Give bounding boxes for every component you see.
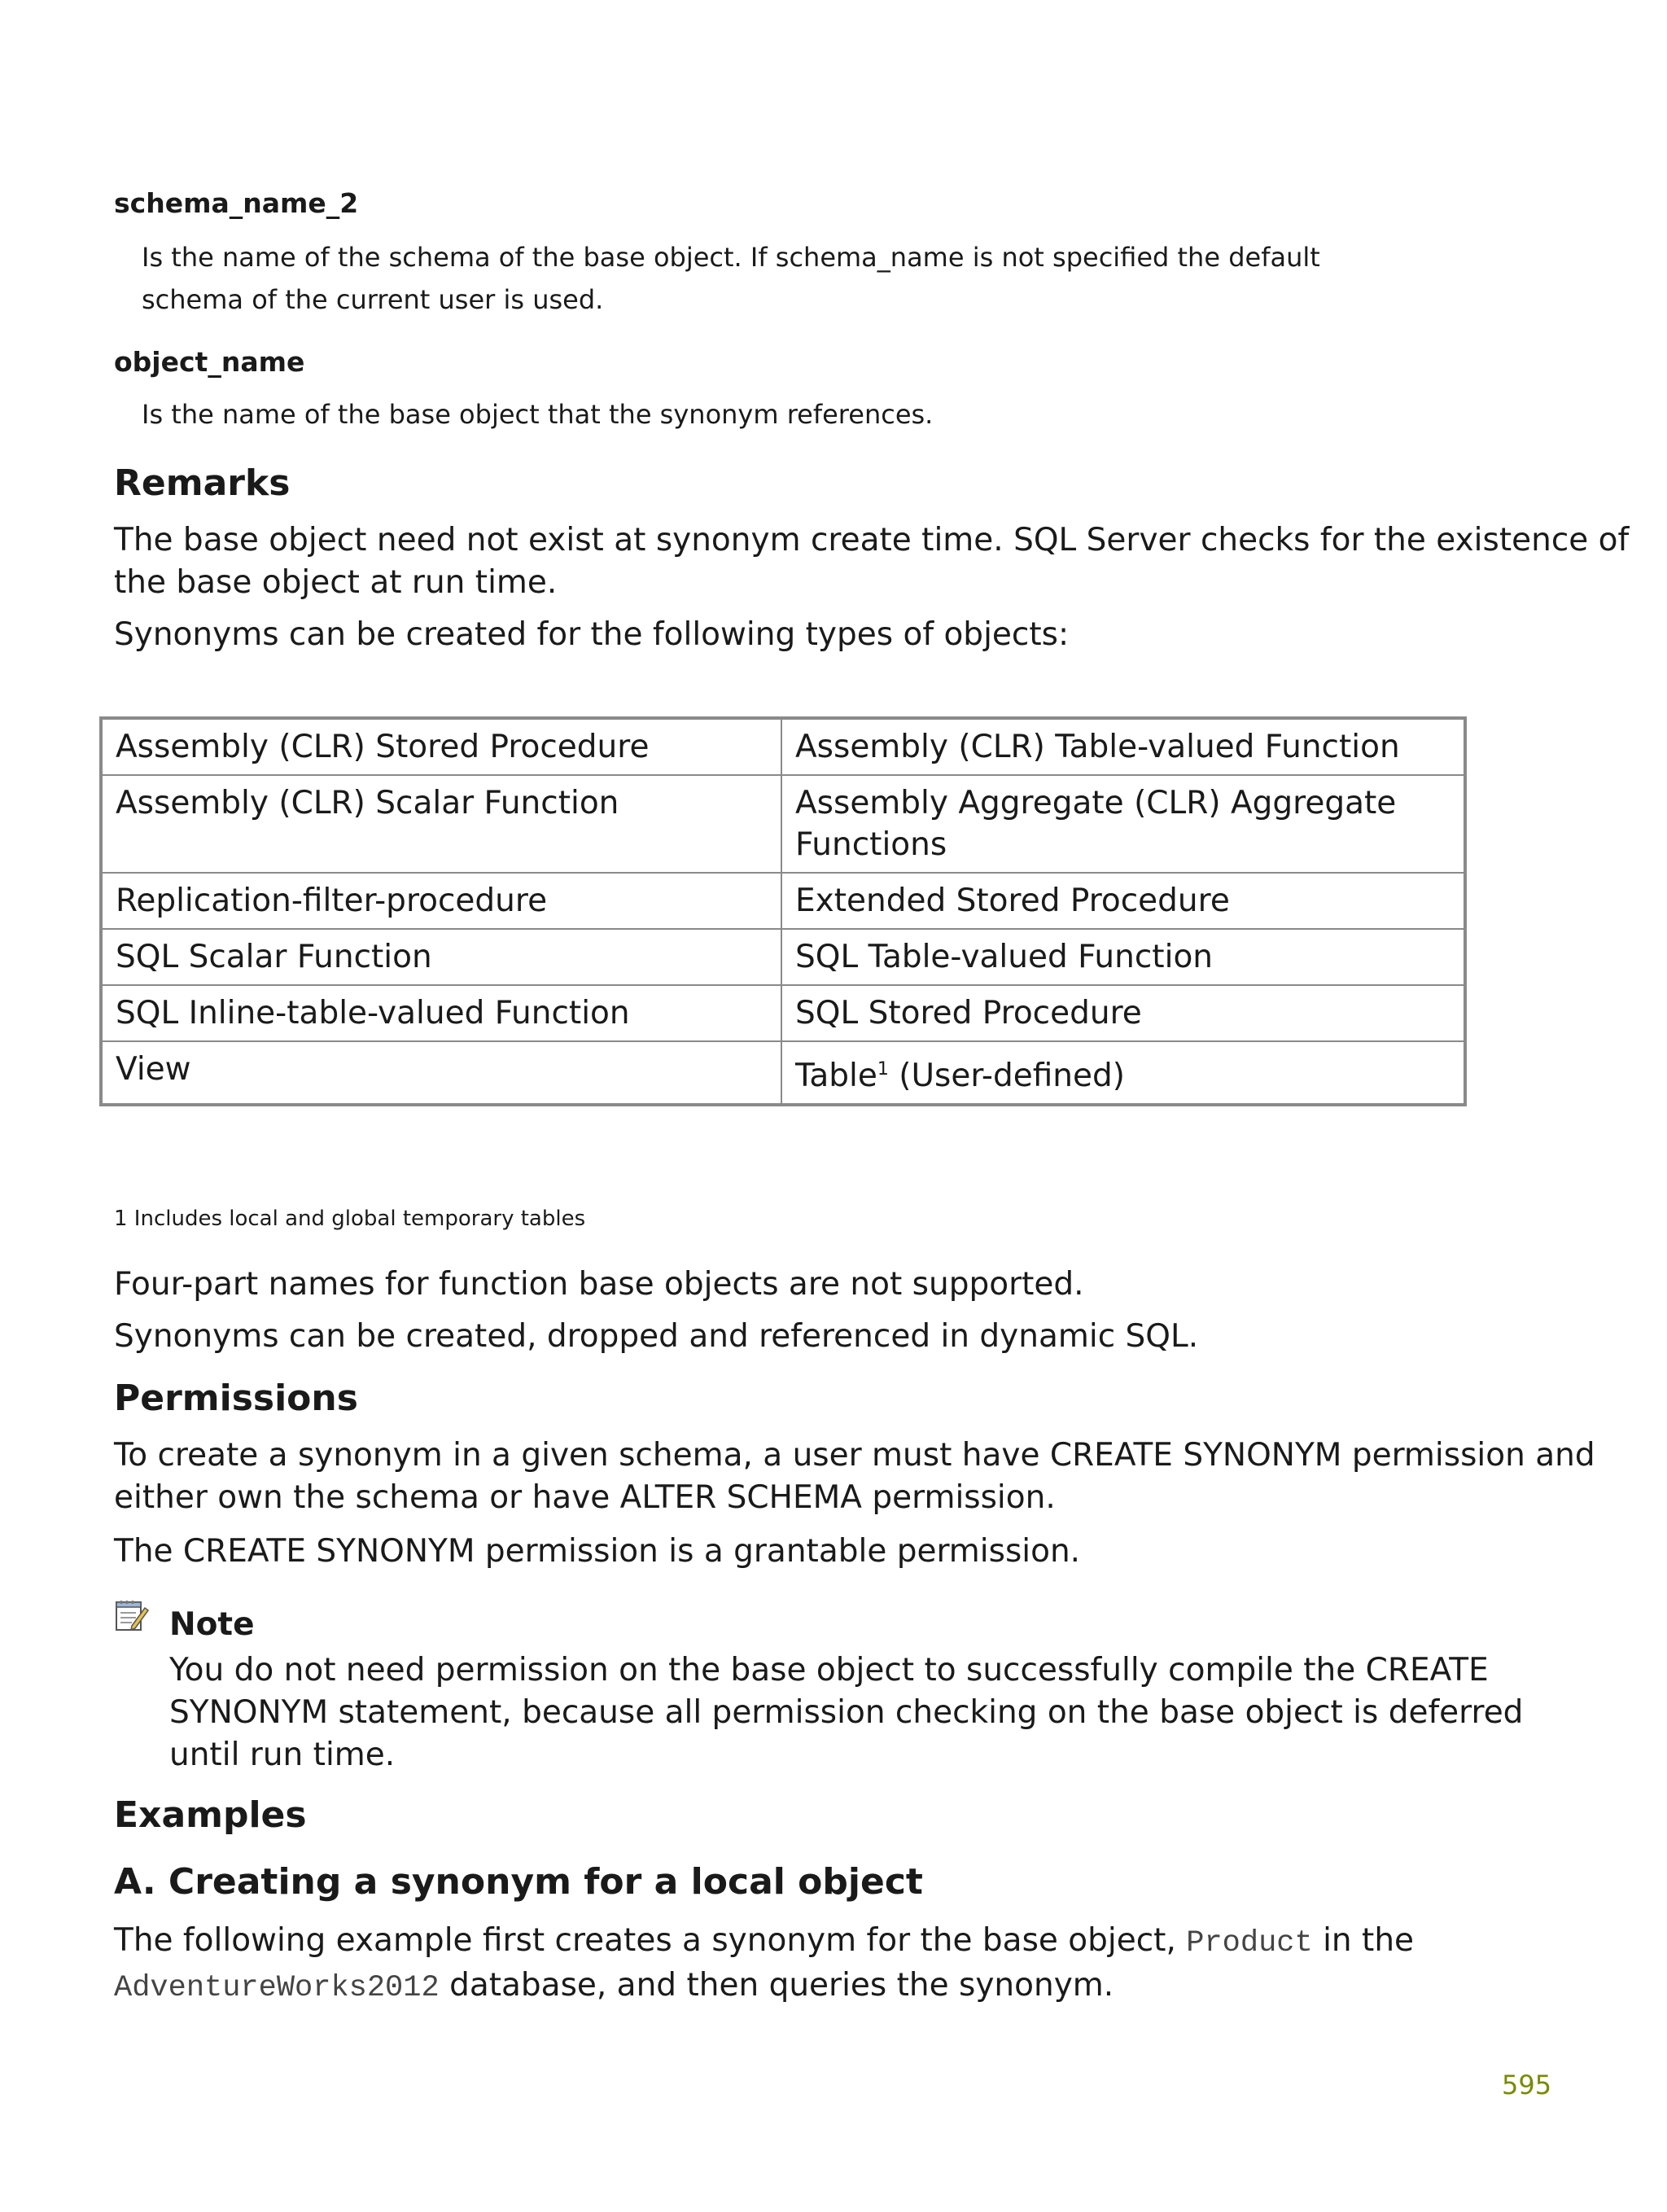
table-cell: SQL Inline-table-valued Function	[101, 985, 781, 1041]
table-cell: SQL Scalar Function	[101, 929, 781, 985]
example-line-2	[114, 1965, 1579, 2009]
table-cell: SQL Table-valued Function	[781, 929, 1465, 985]
table-cell-text: (User-defined)	[888, 1058, 1125, 1094]
param-name-object-name: object_name	[114, 346, 305, 378]
param-desc-line: Is the name of the schema of the base object. If schema_name is not specified the default	[142, 242, 1320, 273]
remarks-heading: Remarks	[114, 462, 291, 504]
table-row	[101, 985, 1465, 1041]
note-title: Note	[169, 1606, 255, 1643]
table-cell: Assembly Aggregate (CLR) Aggregate Functions	[781, 775, 1465, 873]
dynamic-sql-text: Synonyms can be created, dropped and referenced in dynamic SQL.	[114, 1318, 1199, 1355]
code-adventureworks: AdventureWorks2012	[114, 1971, 440, 2005]
remarks-paragraph-1	[114, 519, 1629, 604]
table-cell-text: Table	[795, 1058, 877, 1094]
remarks-paragraph-2: Synonyms can be created for the following types of objects:	[114, 616, 1070, 653]
remarks-line: the base object at run time.	[114, 564, 558, 601]
param-desc-object-name: Is the name of the base object that the synonym references.	[142, 399, 934, 430]
table-cell: Assembly (CLR) Table-valued Function	[781, 718, 1465, 775]
table-cell: Extended Stored Procedure	[781, 873, 1465, 929]
remarks-line: The base object need not exist at synonym create time. SQL Server checks for the existence of	[114, 522, 1630, 558]
param-desc-schema-name-2	[142, 236, 1320, 321]
examples-heading: Examples	[114, 1794, 307, 1836]
table-row	[101, 775, 1465, 873]
permissions-paragraph-1	[114, 1435, 1595, 1519]
permissions-line: To create a synonym in a given schema, a user must have CREATE SYNONYM permission and	[114, 1437, 1595, 1474]
table-cell: Assembly (CLR) Stored Procedure	[101, 718, 781, 775]
note-icon	[114, 1598, 150, 1636]
note-line: until run time.	[169, 1737, 396, 1773]
table-cell	[781, 1041, 1465, 1105]
param-desc-line: schema of the current user is used.	[142, 284, 604, 315]
code-product: Product	[1186, 1926, 1313, 1960]
table-cell: View	[101, 1041, 781, 1105]
example-text: in the	[1312, 1922, 1415, 1959]
example-a-description	[114, 1920, 1579, 2009]
permissions-line: either own the schema or have ALTER SCHEMA permission.	[114, 1479, 1056, 1516]
object-types-table	[99, 716, 1467, 1106]
permissions-paragraph-2: The CREATE SYNONYM permission is a grantable permission.	[114, 1533, 1081, 1570]
note-line: SYNONYM statement, because all permission checking on the base object is deferred	[169, 1694, 1524, 1731]
example-a-heading: A. Creating a synonym for a local object	[114, 1861, 923, 1903]
table-footnote: 1 Includes local and global temporary tables	[114, 1207, 586, 1231]
table-row	[101, 718, 1465, 775]
note-line: You do not need permission on the base object to successfully compile the CREATE	[169, 1652, 1489, 1689]
footnote-marker: 1	[877, 1059, 889, 1080]
note-body	[169, 1649, 1523, 1776]
table-row	[101, 873, 1465, 929]
table-cell: SQL Stored Procedure	[781, 985, 1465, 1041]
param-name-schema-name-2: schema_name_2	[114, 187, 359, 219]
table-cell: Replication-filter-procedure	[101, 873, 781, 929]
table-row	[101, 929, 1465, 985]
permissions-heading: Permissions	[114, 1378, 358, 1419]
example-text: The following example first creates a synonym for the base object,	[114, 1922, 1187, 1959]
table-cell: Assembly (CLR) Scalar Function	[101, 775, 781, 873]
page-number: 595	[1502, 2070, 1552, 2100]
example-text: database, and then queries the synonym.	[439, 1967, 1114, 2004]
table-row	[101, 1041, 1465, 1105]
example-line-1	[114, 1920, 1579, 1965]
four-part-names-text: Four-part names for function base objects are not supported.	[114, 1266, 1084, 1303]
